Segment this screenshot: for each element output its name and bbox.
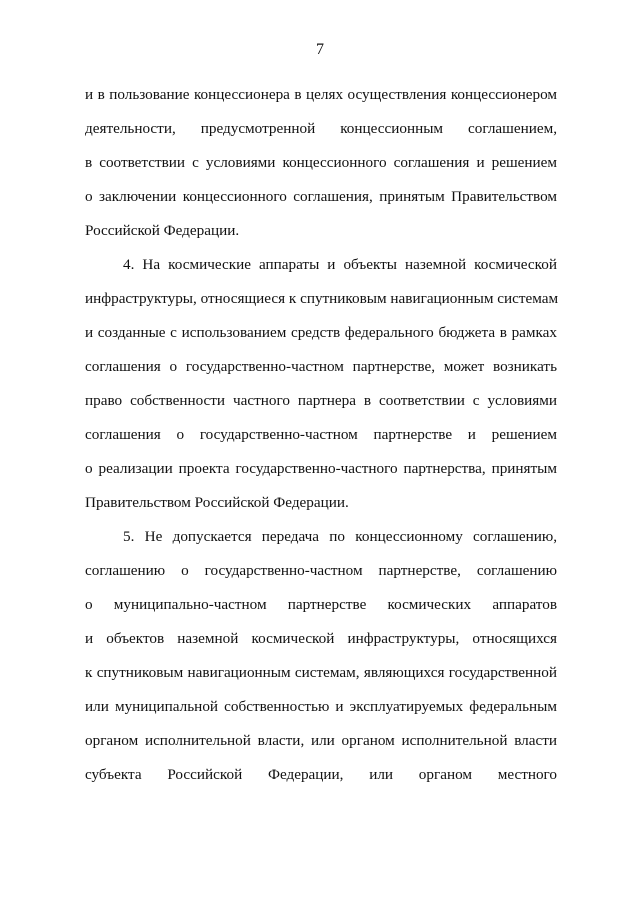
paragraph — [85, 78, 557, 248]
paragraph — [85, 248, 557, 520]
text-line: в соответствии с условиями концессионного соглашения и решением — [85, 154, 557, 171]
text-line: деятельности, предусмотренной концессионным соглашением, — [85, 120, 557, 137]
paragraph — [85, 520, 557, 792]
text-line: о реализации проекта государственно-частного партнерства, принятым — [85, 460, 557, 477]
document-body — [85, 78, 557, 792]
text-line: или муниципальной собственностью и эксплуатируемых федеральным — [85, 698, 557, 715]
text-line: 4. На космические аппараты и объекты наземной космической — [123, 256, 557, 273]
text-line: о заключении концессионного соглашения, принятым Правительством — [85, 188, 557, 205]
text-line: к спутниковым навигационным системам, являющихся государственной — [85, 664, 557, 681]
page-number: 7 — [316, 41, 324, 58]
text-line: органом исполнительной власти, или органом исполнительной власти — [85, 732, 557, 749]
text-line: Правительством Российской Федерации. — [85, 494, 349, 511]
text-line: инфраструктуры, относящиеся к спутниковым навигационным системам — [85, 290, 559, 307]
text-line: и в пользование концессионера в целях осуществления концессионером — [85, 86, 557, 103]
text-line: 5. Не допускается передача по концессионному соглашению, — [123, 528, 557, 545]
text-line: Российской Федерации. — [85, 222, 240, 239]
text-line: и созданные с использованием средств федерального бюджета в рамках — [85, 324, 557, 341]
text-line: право собственности частного партнера в соответствии с условиями — [85, 392, 557, 409]
text-line: соглашению о государственно-частном партнерстве, соглашению — [85, 562, 557, 579]
text-line: и объектов наземной космической инфраструктуры, относящихся — [85, 630, 557, 647]
text-line: о муниципально-частном партнерстве космических аппаратов — [85, 596, 557, 613]
text-line: субъекта Российской Федерации, или органом местного — [85, 766, 557, 783]
text-line: соглашения о государственно-частном партнерстве и решением — [85, 426, 557, 443]
text-line: соглашения о государственно-частном партнерстве, может возникать — [85, 358, 557, 375]
